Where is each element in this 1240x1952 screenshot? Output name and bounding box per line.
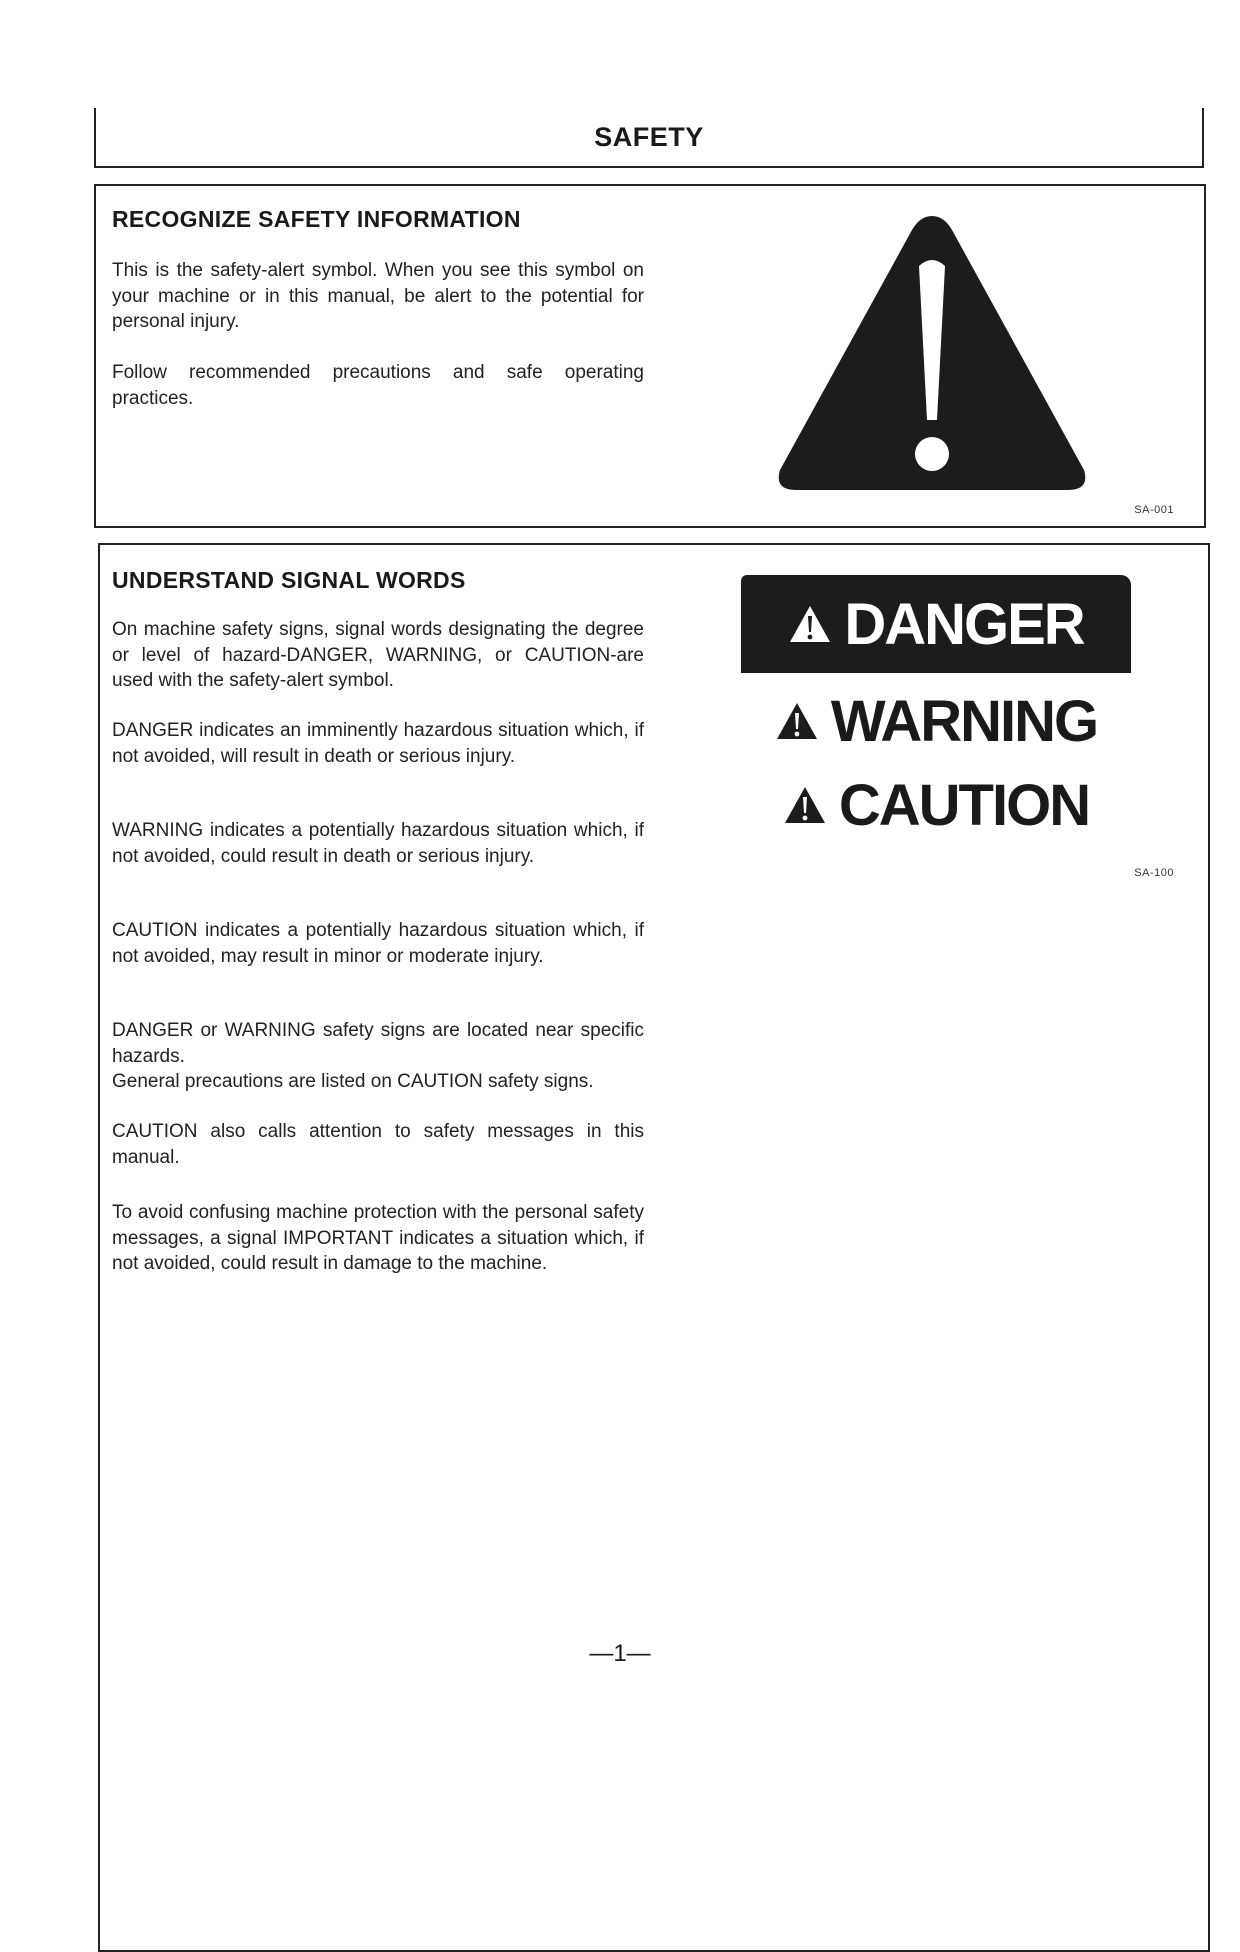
safety-alert-triangle-icon: [772, 208, 1092, 498]
recognize-heading: RECOGNIZE SAFETY INFORMATION: [112, 206, 521, 232]
alert-triangle-icon: [783, 785, 827, 825]
section-title: SAFETY: [594, 122, 704, 152]
caution-sign: [741, 765, 1131, 845]
warning-sign: [741, 681, 1131, 761]
signal-paragraph-caution: CAUTION indicates a potentially hazardous situation which, if not avoided, may result in minor or moderate injury.: [112, 920, 644, 967]
caution-word: CAUTION: [838, 772, 1090, 838]
danger-word: DANGER: [844, 591, 1084, 657]
signal-words-box: [98, 543, 1210, 1952]
signal-paragraph-general: General precautions are listed on CAUTION safety signs.: [112, 1071, 594, 1092]
page-header: [94, 108, 1204, 168]
signal-paragraph-location: DANGER or WARNING safety signs are located near specific hazards.: [112, 1020, 644, 1067]
danger-sign: [741, 575, 1131, 673]
signal-paragraph-1: On machine safety signs, signal words designating the degree or level of hazard-DANGER, WARNING, or CAUTION-are used with the safety-alert symbol.: [112, 619, 644, 691]
figure-code-sa-001: SA-001: [1134, 504, 1174, 516]
alert-triangle-icon: [775, 701, 819, 741]
alert-triangle-icon: [788, 604, 832, 644]
page-number: —1—: [589, 1640, 651, 1667]
signal-paragraph-attention: CAUTION also calls attention to safety messages in this manual.: [112, 1121, 644, 1168]
warning-word: WARNING: [830, 688, 1098, 754]
signal-heading: UNDERSTAND SIGNAL WORDS: [112, 567, 466, 593]
recognize-safety-box: [94, 184, 1206, 528]
signal-paragraph-danger: DANGER indicates an imminently hazardous situation which, if not avoided, will result in death or serious injury.: [112, 720, 644, 767]
signal-paragraph-warning: WARNING indicates a potentially hazardous situation which, if not avoided, could result in death or serious injury.: [112, 820, 644, 867]
figure-code-sa-100: SA-100: [1134, 867, 1174, 879]
recognize-paragraph-2: Follow recommended precautions and safe operating practices.: [112, 362, 644, 409]
recognize-paragraph-1: This is the safety-alert symbol. When you see this symbol on your machine or in this manual, be alert to the potential for personal injury.: [112, 260, 644, 332]
signal-paragraph-important: To avoid confusing machine protection with the personal safety messages, a signal IMPORTANT indicates a situation which, if not avoided, could result in damage to the machine.: [112, 1202, 644, 1274]
